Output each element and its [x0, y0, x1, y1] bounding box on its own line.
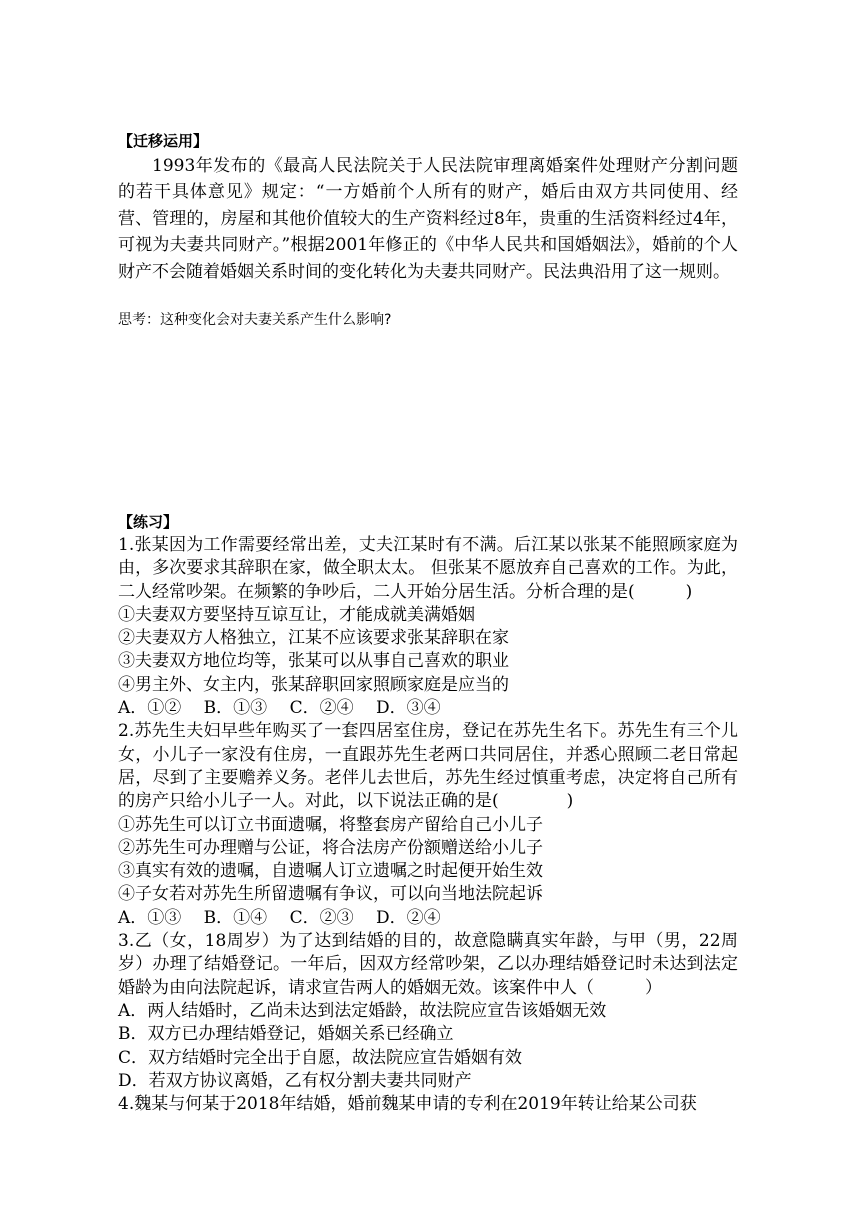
question-4-stem: 4.魏某与何某于2018年结婚，婚前魏某申请的专利在2019年转让给某公司获 — [118, 1094, 697, 1115]
question-2-options: A．①③ B．①④ C．②③ D．②④ — [118, 907, 441, 928]
question-2-item: ④子女若对苏先生所留遗嘱有争议，可以向当地法院起诉 — [118, 884, 543, 905]
section-heading-practice: 【练习】 — [118, 513, 179, 531]
question-1-item: ②夫妻双方人格独立，江某不应该要求张某辞职在家 — [118, 628, 509, 649]
section-heading-transfer: 【迁移运用】 — [118, 132, 209, 150]
question-3-option: A．两人结婚时，乙尚未达到法定婚龄，故法院应宣告该婚姻无效 — [118, 1000, 607, 1021]
transfer-paragraph: 1993年发布的《最高人民法院关于人民法院审理离婚案件处理财产分割问题的若干具体意见》规定：“一方婚前个人所有的财产，婚后由双方共同使用、经营、管理的，房屋和其他价值较大的生产资料经过8年，贵重的生活资料经过4年，可视为夫妻共同财产。”根据2001年修正的《中华人民共和国婚姻法》，婚前的个人财产不会随着婚姻关系时间的变化转化为夫妻共同财产。民法典沿用了这一规则。 — [118, 156, 738, 282]
think-question: 思考：这种变化会对夫妻关系产生什么影响? — [118, 312, 392, 328]
question-3-option: D．若双方协议离婚，乙有权分割夫妻共同财产 — [118, 1070, 472, 1091]
question-1-item: ①夫妻双方要坚持互谅互让，才能成就美满婚姻 — [118, 604, 475, 625]
question-3-option: C．双方结婚时完全出于自愿，故法院应宣告婚姻有效 — [118, 1047, 523, 1068]
practice-questions — [118, 534, 738, 1116]
question-1-options: A．①② B．①③ C．②④ D．③④ — [118, 698, 441, 719]
question-2-item: ③真实有效的遗嘱，自遗嘱人订立遗嘱之时起便开始生效 — [118, 861, 543, 882]
question-1-item: ③夫妻双方地位均等，张某可以从事自己喜欢的职业 — [118, 651, 509, 672]
question-1-stem: 1.张某因为工作需要经常出差，丈夫江某时有不满。后江某以张某不能照顾家庭为由，多次要求其辞职在家，做全职太太。 但张某不愿放弃自己喜欢的工作。为此，二人经常吵架。在频繁的争吵后，二人开始分居生活。分析合理的是( ) — [118, 535, 738, 602]
question-3-option: B．双方已办理结婚登记，婚姻关系已经确立 — [118, 1024, 454, 1045]
question-2-item: ②苏先生可办理赠与公证，将合法房产份额赠送给小儿子 — [118, 837, 543, 858]
question-2-stem: 2.苏先生夫妇早些年购买了一套四居室住房，登记在苏先生名下。苏先生有三个儿女，小儿子一家没有住房，一直跟苏先生老两口共同居住，并悉心照顾二老日常起居，尽到了主要赡养义务。老伴儿去世后，苏先生经过慎重考虑，决定将自己所有的房产只给小儿子一人。对此，以下说法正确的是( ) — [118, 721, 738, 812]
question-1-item: ④男主外、女主内，张某辞职回家照顾家庭是应当的 — [118, 674, 509, 695]
question-2-item: ①苏先生可以订立书面遗嘱，将整套房产留给自己小儿子 — [118, 814, 543, 835]
question-3-stem: 3.乙（女，18周岁）为了达到结婚的目的，故意隐瞒真实年龄，与甲（男，22周岁）办理了结婚登记。一年后，因双方经常吵架，乙以办理结婚登记时未达到法定婚龄为由向法院起诉，请求宣告两人的婚姻无效。该案件中人（ ） — [118, 931, 738, 998]
